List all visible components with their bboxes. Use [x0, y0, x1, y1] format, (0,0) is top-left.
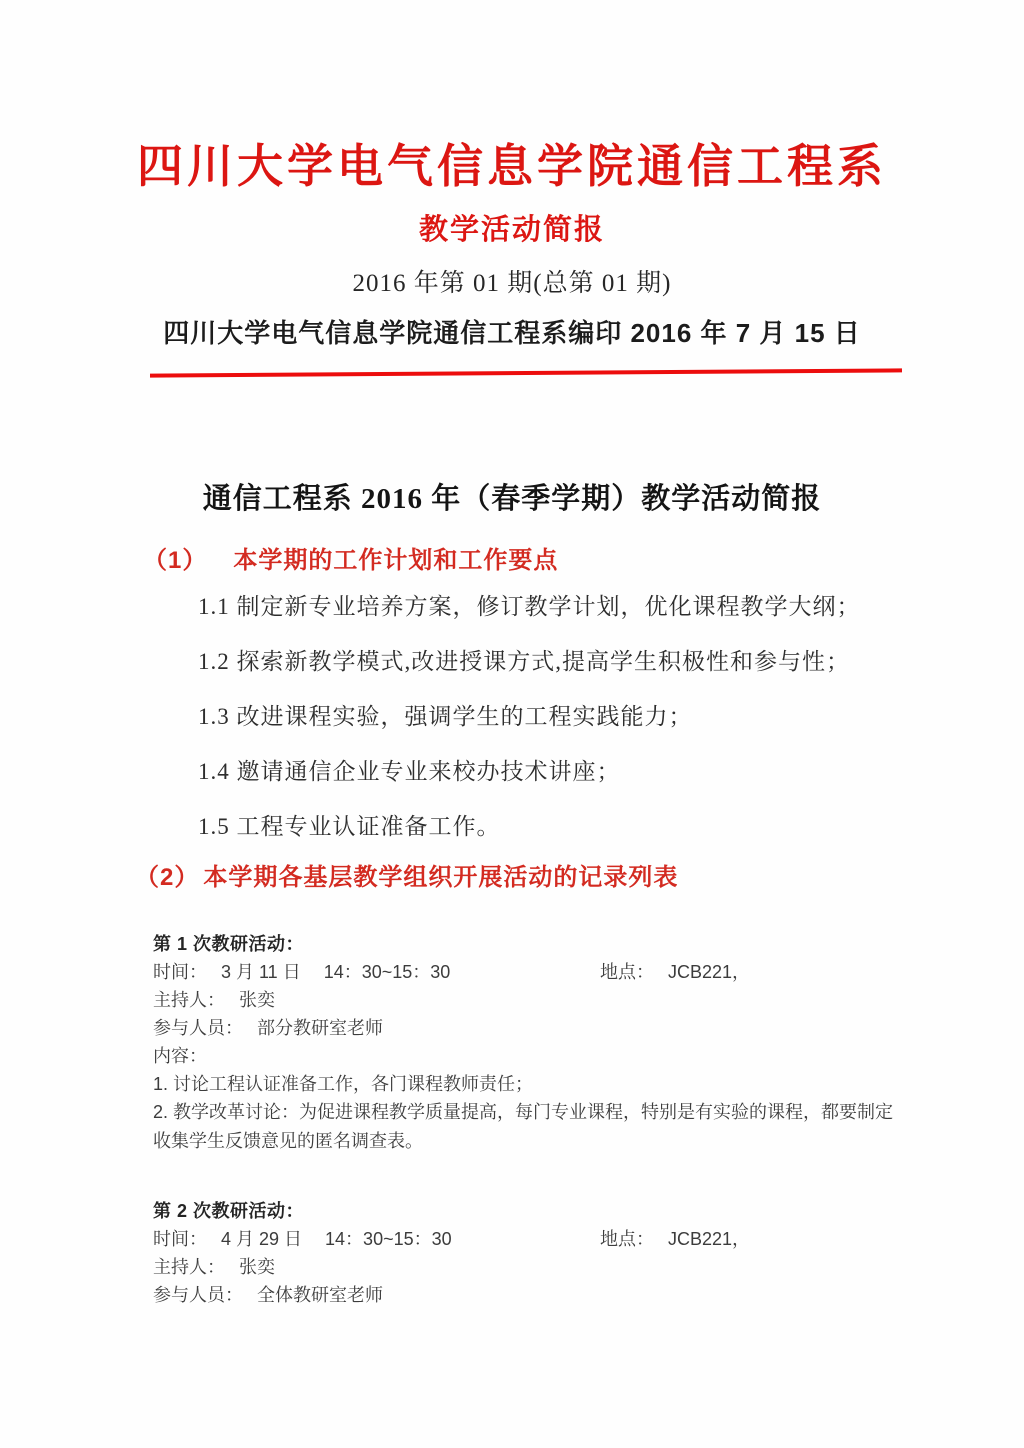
activity2-participants-line: [153, 1281, 895, 1309]
place-value: JCB221，: [668, 962, 751, 982]
activity1-content-item: 2. 教学改革讨论：为促进课程教学质量提高，每门专业课程，特别是有实验的课程，都要制定收集学生反馈意见的匿名调查表。: [153, 1102, 894, 1151]
activity2-time: [153, 1225, 600, 1253]
section1-label: （1）: [143, 547, 208, 574]
report-heading: 通信工程系 2016 年（春季学期）教学活动简报: [202, 483, 822, 515]
activity2-place: [600, 1225, 750, 1253]
time-value: 4 月 29 日 14：30~15：30: [221, 1229, 452, 1249]
work-plan-list: [198, 588, 918, 863]
place-label: 地点：: [600, 1229, 654, 1249]
section1-heading: [143, 540, 558, 575]
time-label: 时间：: [153, 962, 207, 982]
activity1-place: [600, 958, 750, 986]
activity-record-1: [153, 930, 895, 1156]
host-value: 张奕: [239, 990, 275, 1010]
host-label: 主持人：: [153, 990, 225, 1010]
section1-title: 本学期的工作计划和工作要点: [233, 547, 559, 574]
activity1-participants-line: [153, 1014, 895, 1042]
bulletin-subtitle: 教学活动简报: [418, 214, 605, 246]
work-plan-item: 1.1 制定新专业培养方案，修订教学计划，优化课程教学大纲；: [198, 594, 861, 619]
issue-line: 2016 年第 01 期(总第 01 期): [352, 270, 672, 297]
red-divider-rule: [150, 368, 902, 377]
section2-heading: [135, 857, 678, 892]
participants-value: 全体教研室老师: [257, 1285, 383, 1305]
section2-title: 本学期各基层教学组织开展活动的记录列表: [203, 864, 679, 891]
host-value: 张奕: [239, 1257, 275, 1277]
place-label: 地点：: [600, 962, 654, 982]
page-title: 四川大学电气信息学院通信工程系: [137, 141, 887, 192]
activity1-host-line: [153, 986, 895, 1014]
publisher-line: 四川大学电气信息学院通信工程系编印 2016 年 7 月 15 日: [163, 318, 861, 348]
work-plan-item: 1.5 工程专业认证准备工作。: [198, 814, 501, 839]
activity1-heading: 第 1 次教研活动：: [153, 934, 305, 954]
work-plan-item: 1.2 探索新教学模式,改进授课方式,提高学生积极性和参与性；: [198, 649, 850, 674]
activity2-time-line: [153, 1225, 895, 1253]
activity1-content-label: 内容：: [153, 1046, 207, 1066]
participants-label: 参与人员：: [153, 1285, 243, 1305]
section2-label: （2）: [135, 864, 200, 891]
activity2-host-line: [153, 1253, 895, 1281]
host-label: 主持人：: [153, 1257, 225, 1277]
work-plan-item: 1.3 改进课程实验，强调学生的工程实践能力；: [198, 704, 693, 729]
participants-label: 参与人员：: [153, 1018, 243, 1038]
work-plan-item: 1.4 邀请通信企业专业来校办技术讲座；: [198, 759, 621, 784]
activity1-content-item: 1. 讨论工程认证准备工作，各门课程教师责任；: [153, 1074, 534, 1094]
activity1-time: [153, 958, 600, 986]
activity1-time-line: [153, 958, 895, 986]
activity2-heading: 第 2 次教研活动：: [153, 1201, 305, 1221]
activity-record-2: [153, 1197, 895, 1309]
time-value: 3 月 11 日 14：30~15：30: [221, 962, 451, 982]
participants-value: 部分教研室老师: [257, 1018, 383, 1038]
place-value: JCB221，: [668, 1229, 751, 1249]
time-label: 时间：: [153, 1229, 207, 1249]
